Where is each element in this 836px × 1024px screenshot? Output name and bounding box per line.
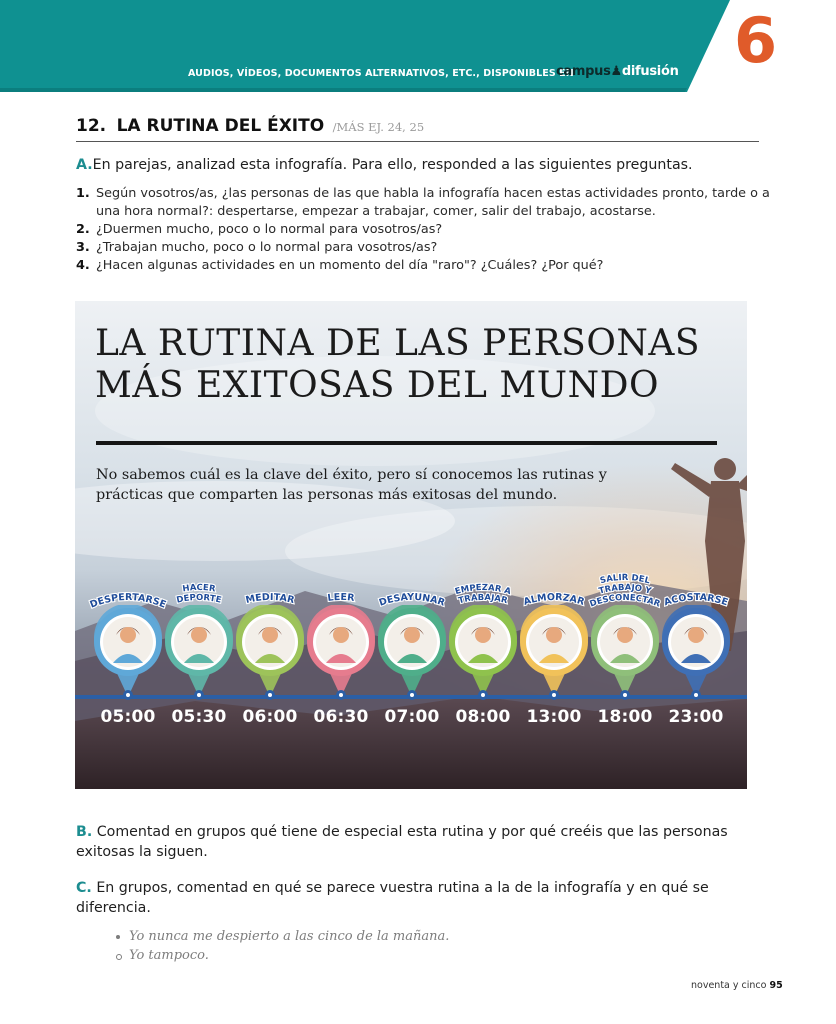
timeline-step	[446, 571, 520, 731]
leaving-office-icon	[588, 605, 662, 701]
unit-number: 6	[734, 4, 778, 77]
example-line: Yo tampoco.	[114, 946, 449, 965]
infographic-title	[95, 323, 735, 407]
section-reference: /MÁS EJ. 24, 25	[332, 120, 425, 134]
part-c-text: En grupos, comentad en qué se parece vuestra rutina a la de la infografía y en qué se diferencia.	[76, 880, 709, 916]
question-number: 2.	[76, 222, 90, 237]
step-time: 08:00	[455, 707, 511, 727]
question-text: Según vosotros/as, ¿las personas de las que habla la infografía hacen estas actividades pronto, tarde o a una hora normal?: despertarse, empezar a trabajar, comer, salir del trabajo, acostarse.	[96, 186, 770, 219]
timeline-step	[588, 571, 662, 731]
step-label-text: DEPORTE	[175, 592, 223, 606]
brand-part-a: campus	[556, 64, 611, 79]
step-time: 07:00	[384, 707, 440, 727]
step-label-text: MEDITAR	[244, 591, 296, 607]
meditation-icon	[233, 605, 307, 701]
brand-people-icon: ♟	[610, 64, 622, 79]
lunch-plate-icon	[517, 605, 591, 701]
breakfast-icon	[375, 605, 449, 701]
step-label-text: DESAYUNAR	[377, 591, 447, 609]
timeline-step	[162, 571, 236, 731]
step-time: 05:00	[100, 707, 156, 727]
step-label-text: ACOSTARSE	[662, 591, 730, 609]
infographic-subtitle: No sabemos cuál es la clave del éxito, pero sí conocemos las rutinas y prácticas que comparten las personas más exitosas del mundo.	[96, 467, 607, 503]
question-item	[76, 185, 776, 221]
campus-difusion-link[interactable]	[556, 64, 679, 79]
title-divider	[96, 441, 717, 445]
banner-text: AUDIOS, VÍDEOS, DOCUMENTOS ALTERNATIVOS, ETC., DISPONIBLES EN	[188, 68, 574, 79]
step-label-text: TRABAJO Y	[597, 582, 653, 597]
step-label-text: SALIR DEL	[599, 572, 651, 587]
page-footer	[691, 980, 783, 991]
example-dialogue	[114, 927, 449, 965]
question-text: ¿Duermen mucho, poco o lo normal para vosotros/as?	[96, 222, 443, 237]
question-item	[76, 239, 776, 257]
timeline-step	[375, 571, 449, 731]
step-label-text: HACER	[181, 582, 217, 595]
question-number: 4.	[76, 258, 90, 273]
part-c-instruction	[76, 878, 766, 918]
timeline-step	[233, 571, 307, 731]
part-b-text: Comentad en grupos qué tiene de especial esta rutina y por qué creéis que las personas exitosas la siguen.	[76, 824, 728, 860]
step-time: 13:00	[526, 707, 582, 727]
part-b-instruction	[76, 822, 766, 862]
sleeping-person-icon	[659, 605, 733, 701]
example-line: Yo nunca me despierto a las cinco de la mañana.	[114, 927, 449, 946]
infographic-title-line1: LA RUTINA DE LAS PERSONAS	[95, 323, 701, 364]
question-number: 3.	[76, 240, 90, 255]
step-label-text: DESPERTARSE	[88, 591, 168, 611]
brand-part-b: difusión	[621, 64, 679, 79]
step-label-text: TRABAJAR	[457, 592, 509, 607]
timeline-step	[659, 571, 733, 731]
question-list	[76, 185, 776, 275]
weightlifting-icon	[162, 605, 236, 701]
step-time: 06:00	[242, 707, 298, 727]
tablet-reading-icon	[304, 605, 378, 701]
step-label-text: DESCONECTAR	[588, 592, 662, 610]
question-item	[76, 221, 776, 239]
part-c-letter: C.	[76, 880, 92, 896]
section-name: LA RUTINA DEL ÉXITO	[116, 116, 325, 136]
step-time: 06:30	[313, 707, 369, 727]
infographic	[75, 301, 747, 789]
part-b-letter: B.	[76, 824, 93, 840]
timeline-step	[517, 571, 591, 731]
section-title	[76, 116, 759, 142]
desk-work-icon	[446, 605, 520, 701]
question-text: ¿Trabajan mucho, poco o lo normal para vosotros/as?	[96, 240, 438, 255]
step-time: 23:00	[668, 707, 724, 727]
infographic-title-line2: MÁS EXITOSAS DEL MUNDO	[95, 365, 659, 406]
timeline-step	[304, 571, 378, 731]
step-label-text: ALMORZAR	[522, 591, 586, 608]
timeline-step	[88, 571, 168, 731]
page-number-words: noventa y cinco	[691, 980, 767, 991]
step-time: 18:00	[597, 707, 653, 727]
step-label-text: EMPEZAR A	[453, 582, 513, 598]
question-number: 1.	[76, 186, 90, 201]
part-a-instruction	[76, 155, 776, 175]
section-number: 12.	[76, 116, 107, 136]
question-item	[76, 257, 776, 275]
page-number: 95	[769, 980, 783, 991]
step-label-text: LEER	[326, 591, 356, 604]
step-time: 05:30	[171, 707, 227, 727]
part-a-letter: A.	[76, 157, 93, 173]
part-a-text: En parejas, analizad esta infografía. Para ello, responded a las siguientes preguntas.	[92, 157, 693, 173]
question-text: ¿Hacen algunas actividades en un momento del día "raro"? ¿Cuáles? ¿Por qué?	[96, 258, 604, 273]
waking-person-icon	[91, 605, 165, 701]
